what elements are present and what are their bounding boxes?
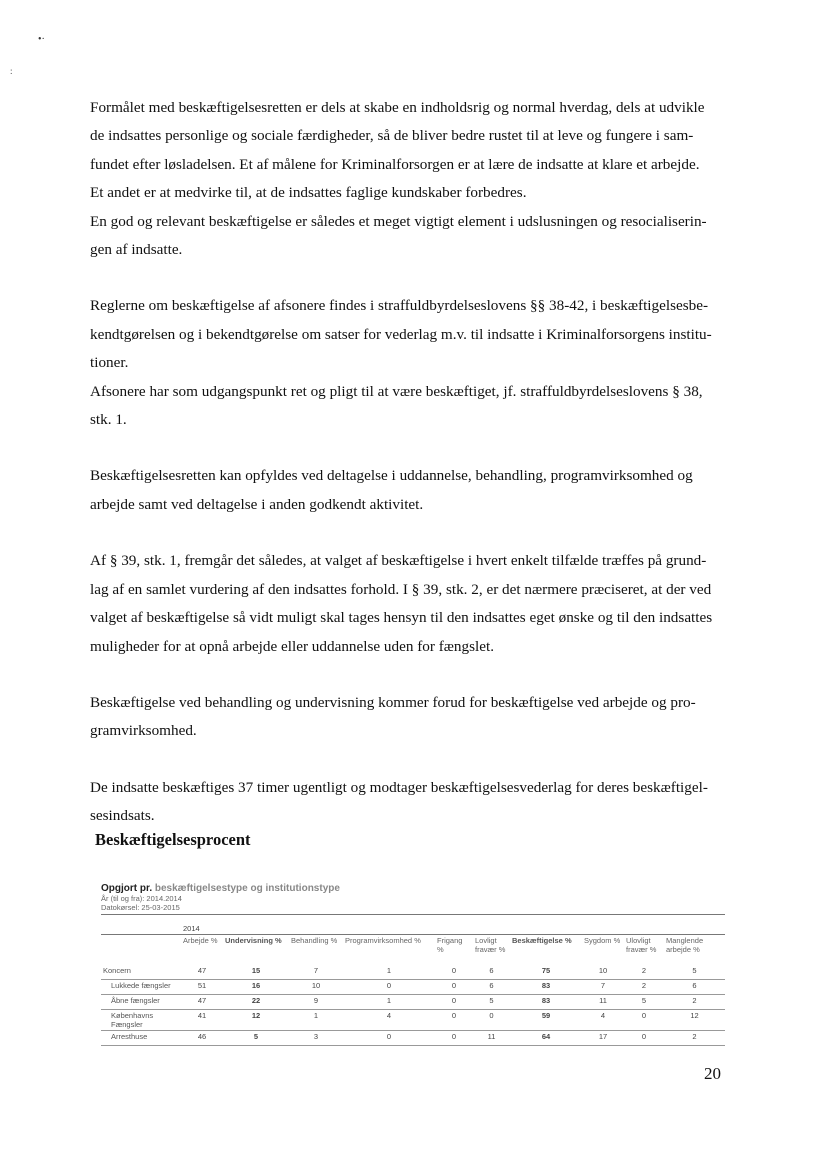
table-cell: 6 — [473, 980, 510, 995]
row-label: Åbne fængsler — [101, 995, 181, 1010]
table-cell: 3 — [289, 1031, 343, 1046]
table-cell: 5 — [473, 995, 510, 1010]
table-cell: 1 — [343, 965, 435, 980]
table-row — [101, 1031, 725, 1046]
col-header: Beskæftigelse % — [512, 936, 572, 945]
paragraph-section-39: Af § 39, stk. 1, fremgår det således, at valget af beskæftigelse i hvert enkelt tilfælde træffes på grund- lag af en samlet vurdering af den indsattes forhold. I § 39, stk. 2, er det nærmere præciseret, at der ved valget af beskæftigelse så vidt muligt skal tages hensyn til den indsattes eget ønske og til den indsattes muligheder for at opnå arbejde eller uddannelse uden for fængslet. — [90, 552, 713, 655]
table-cell: 0 — [473, 1010, 510, 1031]
table-cell: 51 — [181, 980, 223, 995]
paragraph-rules: Reglerne om beskæftigelse af afsonere findes i straffuldbyrdelseslovens §§ 38-42, i beskæftigelsesbe- kendtgørelsen og i bekendtgørelse om satser for vederlag m.v. til indsatte i Kriminalforsorgens institu- tioner. Afsonere har som udgangspunkt ret og pligt til at være beskæftiget, jf. straffuldbyrdelseslovens § 38, stk. 1. — [90, 297, 712, 429]
row-label: Lukkede fængsler — [101, 980, 181, 995]
table-cell: 10 — [289, 980, 343, 995]
table-cell: 5 — [223, 1031, 289, 1046]
report-title: Opgjort pr. beskæftigelsestype og institutionstype — [101, 883, 340, 894]
table-cell: 5 — [624, 995, 664, 1010]
employment-table — [101, 923, 725, 1046]
table-cell: 2 — [624, 980, 664, 995]
table-cell: 0 — [343, 980, 435, 995]
table-cell: 2 — [664, 995, 725, 1010]
table-cell: 2 — [664, 1031, 725, 1046]
table-cell: 41 — [181, 1010, 223, 1031]
table-cell: 0 — [343, 1031, 435, 1046]
table-cell: 10 — [582, 965, 624, 980]
body-text — [90, 94, 722, 831]
table-cell: 83 — [510, 980, 582, 995]
table-row — [101, 965, 725, 980]
table-cell: 6 — [664, 980, 725, 995]
table-year: 2014 — [181, 923, 725, 935]
table-cell: 1 — [343, 995, 435, 1010]
table-cell: 59 — [510, 1010, 582, 1031]
row-label: Københavns Fængsler — [101, 1010, 181, 1031]
table-row — [101, 980, 725, 995]
section-heading: Beskæftigelsesprocent — [95, 830, 251, 849]
paragraph-purpose: Formålet med beskæftigelsesretten er dels at skabe en indholdsrig og normal hverdag, dels at udvikle de indsattes personlige og sociale færdigheder, så de bliver bedre rustet til at leve og fungere i sam- fundet efter løsladelsen. Et af målene for Kriminalforsorgen er at lære de indsatte at klare et arbejde. Et andet er at medvirke til, at de indsattes faglige kundskaber forbedres. En god og relevant beskæftigelse er således et meget vigtigt element i udslusningen og resocialiserin- gen af indsatte. — [90, 99, 707, 259]
table-cell: 5 — [664, 965, 725, 980]
row-label: Koncern — [101, 965, 181, 980]
col-header: Programvirksomhed % — [345, 936, 421, 945]
paragraph-hours: De indsatte beskæftiges 37 timer ugentligt og modtager beskæftigelsesvederlag for deres beskæftigel- sesindsats. — [90, 778, 708, 825]
table-cell: 17 — [582, 1031, 624, 1046]
table-cell: 47 — [181, 995, 223, 1010]
col-header: Lovligt fravær % — [475, 936, 506, 954]
table-cell: 9 — [289, 995, 343, 1010]
table-cell: 0 — [624, 1010, 664, 1031]
col-header: Behandling % — [291, 936, 338, 945]
col-header: Sygdom % — [584, 936, 621, 945]
report-meta-run-date: Datokørsel: 25-03-2015 — [101, 903, 180, 912]
table-cell: 0 — [435, 995, 473, 1010]
table-cell: 0 — [435, 965, 473, 980]
table-cell: 47 — [181, 965, 223, 980]
table-cell: 11 — [582, 995, 624, 1010]
table-cell: 64 — [510, 1031, 582, 1046]
table-cell: 0 — [435, 980, 473, 995]
table-cell: 7 — [289, 965, 343, 980]
table-cell: 0 — [435, 1010, 473, 1031]
table-cell: 46 — [181, 1031, 223, 1046]
col-header: Ulovligt fravær % — [626, 936, 657, 954]
table-cell: 83 — [510, 995, 582, 1010]
table-cell: 4 — [343, 1010, 435, 1031]
table-cell: 75 — [510, 965, 582, 980]
table-cell: 1 — [289, 1010, 343, 1031]
table-cell: 2 — [624, 965, 664, 980]
paragraph-fulfilment: Beskæftigelsesretten kan opfyldes ved deltagelse i uddannelse, behandling, programvirksomhed og arbejde samt ved deltagelse i anden godkendt aktivitet. — [90, 467, 693, 513]
col-header: Undervisning % — [225, 936, 282, 945]
report-table-block — [101, 883, 725, 1046]
table-cell: 12 — [664, 1010, 725, 1031]
table-cell: 12 — [223, 1010, 289, 1031]
table-header-row — [101, 935, 725, 966]
table-cell: 0 — [624, 1031, 664, 1046]
table-cell: 16 — [223, 980, 289, 995]
paragraph-priority: Beskæftigelse ved behandling og undervisning kommer forud for beskæftigelse ved arbejde og pro- gramvirksomhed. — [90, 693, 696, 740]
table-cell: 7 — [582, 980, 624, 995]
col-header: Arbejde % — [183, 936, 218, 945]
table-row — [101, 1010, 725, 1031]
report-rule — [101, 914, 725, 915]
col-header: Manglende arbejde % — [666, 936, 704, 954]
table-cell: 0 — [435, 1031, 473, 1046]
table-cell: 22 — [223, 995, 289, 1010]
row-label: Arresthuse — [101, 1031, 181, 1046]
page-number: 20 — [704, 1064, 721, 1083]
table-cell: 11 — [473, 1031, 510, 1046]
col-header: Frigang % — [437, 936, 463, 954]
table-cell: 6 — [473, 965, 510, 980]
scan-mark-side: : — [10, 66, 13, 76]
report-meta-period: År (til og fra): 2014.2014 — [101, 894, 182, 903]
scan-mark-top: •· — [38, 34, 45, 45]
table-row — [101, 995, 725, 1010]
table-cell: 4 — [582, 1010, 624, 1031]
table-cell: 15 — [223, 965, 289, 980]
